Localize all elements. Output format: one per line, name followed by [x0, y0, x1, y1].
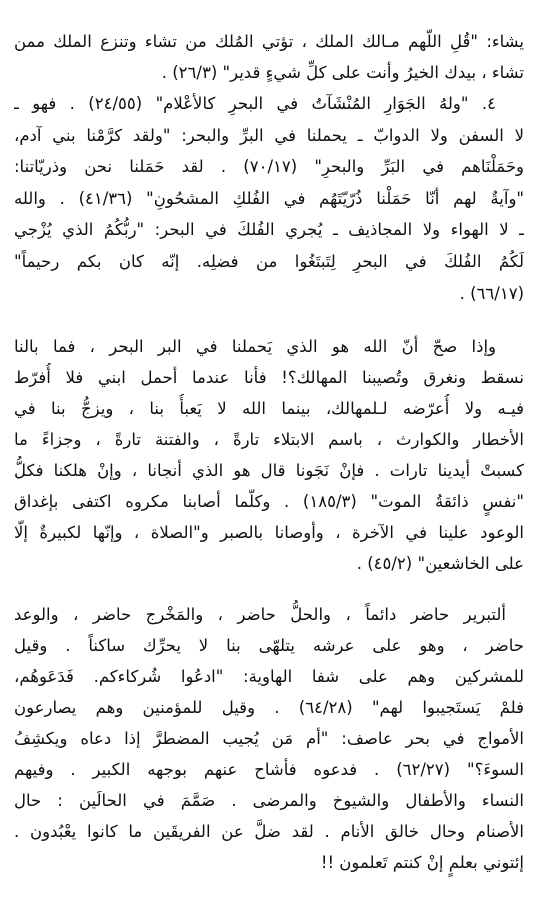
text-line: ٤. "ولهُ الجَوَارِ المُنْشَآتُ في البحرِ كالأعْلام" (٢٤/٥٥) . فهو ـ [14, 94, 496, 113]
text-line: الأمواج في بحر عاصف: "أم مَن يُجيب المضطرَّ إذا دعاه ويكشِفُ [14, 729, 524, 748]
text-line: وحَمَلْنَاهم في البَرِّ والبحرِ" (٧٠/١٧) . لقد حَمَلنا نحن وذريّاتنا: [14, 157, 524, 176]
text-line: ـ لا الهواء ولا المجاذيف ـ يُجري الفُلكَ في البحر: "ربُّكُمُ الذي يُزْجي [14, 220, 524, 239]
text-line: وإذا صحّ أنّ الله هو الذي يَحملنا في البر البحر ، فما بالنا [14, 337, 496, 356]
text-line: فيـه ولا أُعرّضه لـلمهالك، بينما الله لا يَعبأُ بنا ، ويزجُّ بنا في [14, 399, 524, 418]
text-line: كسبتْ أيدينا تارات . فإنْ نَجَونا قال هو الذي أنجانا ، وإنْ هلكنا فكلُّ [14, 461, 524, 480]
text-line: تشاء ، بيدك الخيرُ وأنت على كلِّ شيءٍ قدير" (٢٦/٣) . [161, 63, 524, 82]
text-line: يشاء: "قُلِ اللّهم مـالك الملك ، تؤتي المُلك من تشاء وتنزع الملك ممن [14, 32, 524, 51]
text-line: السوءَ؟" (٦٢/٢٧) . فدعوه فأشاح عنهم بوجهه الكبير . وفيهم [14, 760, 524, 779]
text-line: الوعود علينا في الآخرة ، وأوصانا بالصبر و"الصلاة ، وإنّها لكبيرةٌ إلّا [14, 523, 524, 542]
text-line: نسقط ونغرق وتُصيبنا المهالك؟! فأنا عندما أحمل ابني فلا أُفرّط [14, 368, 524, 387]
text-line: لَكُمُ الفُلكَ في البحرِ لِتَبتَغُوا من فضلِه. إنّه كان بكم رحيماً" [14, 252, 524, 271]
text-line: للمشركين وهم على شفا الهاوية: "ادعُوا شُركاءكم. فَدَعَوهُم، [14, 667, 524, 686]
text-line: على الخاشعين" (٤٥/٢) . [356, 554, 524, 573]
text-line: إئتوني بعلمٍ إنْ كنتم تَعلمون !! [320, 853, 524, 872]
text-line: "وآيةٌ لهم أنّا حَمَلْنا ذُرّيّتَهُم في الفُلكِ المشحُونِ" (٤١/٣٦) . والله [14, 189, 524, 208]
text-line: "نفسٍ ذائقةُ الموت" (١٨٥/٣) . وكلّما أصابنا مكروه اكتفى بإغداق [14, 492, 524, 511]
text-line: الأصنام وحال خالق الأنام . لقد ضلَّ عن الفريقَين ما كانوا يعْبُدون . [14, 822, 524, 841]
text-line: فلمْ يَستَجيبوا لهم" (٦٤/٢٨) . وقيل للمؤمنين وهم يصارعون [14, 698, 524, 717]
text-line: لا السفن ولا الدوابّ ـ يحملنا في البرِّ والبحر: "ولقد كرَّمْنا بني آدم، [14, 126, 524, 145]
text-line: ألتبرير حاضر دائماً ، والحلُّ حاضر ، والمَخْرج حاضر ، والوعد [14, 605, 506, 624]
text-line: حاضر ، وهو على عرشه يتلهّى بنا لا يحرِّك ساكناً . وقيل [14, 636, 524, 655]
text-line: الأخطار والكوارث ، باسم الابتلاء تارةً ، والفتنة تارةً ، وجزاءً ما [14, 430, 524, 449]
text-line: (٦٦/١٧) . [459, 284, 524, 303]
text-line: النساء والأطفال والشيوخ والمرضى . صَمَّمَ في الحالَين : حال [14, 791, 524, 810]
